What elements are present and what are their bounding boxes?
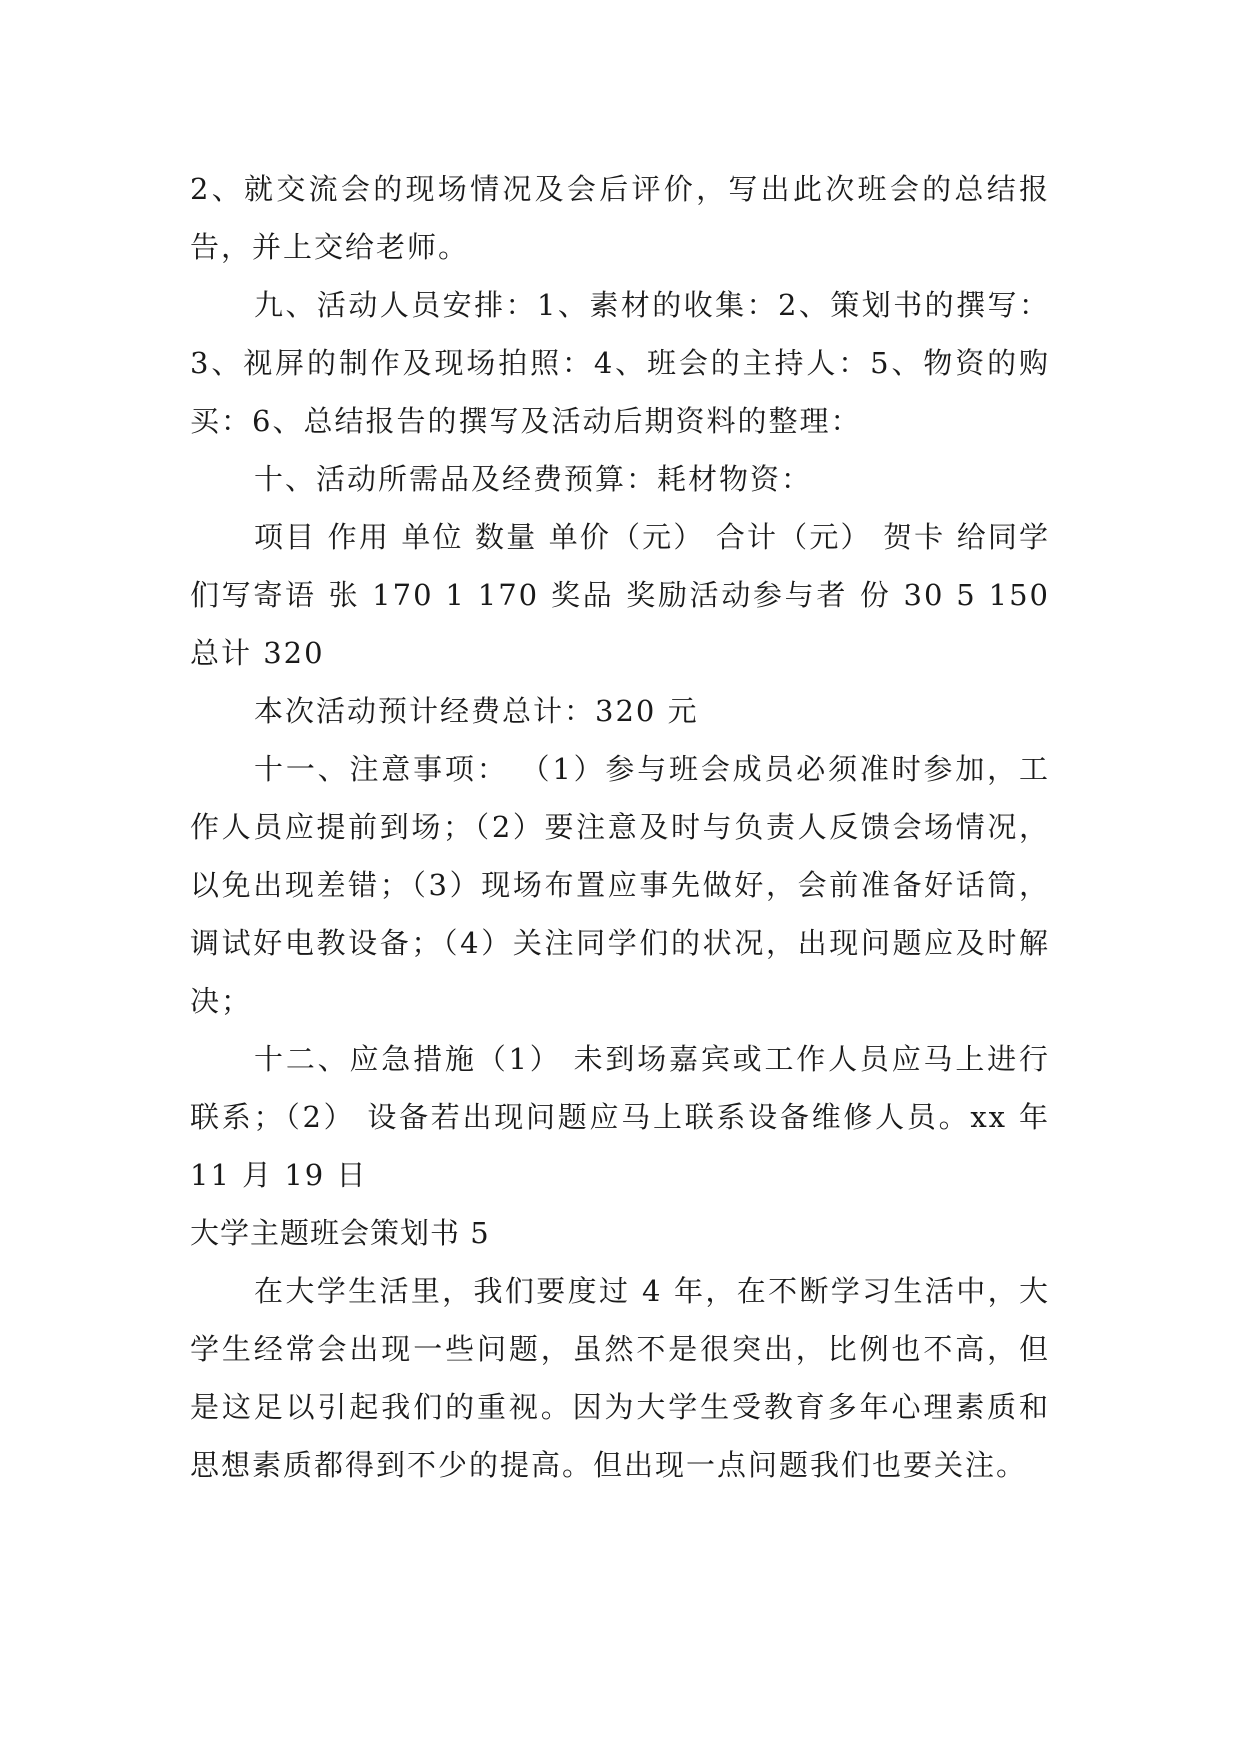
document-body (190, 160, 1050, 1494)
paragraph-budget-total: 本次活动预计经费总计：320 元 (254, 694, 699, 728)
paragraph-notes: 十一、注意事项： （1）参与班会成员必须准时参加，工作人员应提前到场；（2）要注意及时与负责人反馈会场情况，以免出现差错；（3）现场布置应事先做好，会前准备好话筒，调试好电教设备；（4）关注同学们的状况，出现问题应及时解决； (190, 752, 1050, 1018)
paragraph-budget-heading: 十、活动所需品及经费预算：耗材物资： (254, 462, 813, 496)
paragraph-staff-arrangement: 九、活动人员安排：1、素材的收集：2、策划书的撰写：3、视屏的制作及现场拍照：4、班会的主持人：5、物资的购买：6、总结报告的撰写及活动后期资料的整理： (190, 288, 1050, 438)
paragraph-emergency-measures: 十二、应急措施（1） 未到场嘉宾或工作人员应马上进行联系；（2） 设备若出现问题应马上联系设备维修人员。xx 年 11 月 19 日 (190, 1042, 1050, 1192)
paragraph-intro: 在大学生活里，我们要度过 4 年，在不断学习生活中，大学生经常会出现一些问题，虽然不是很突出，比例也不高，但是这足以引起我们的重视。因为大学生受教育多年心理素质和思想素质都得到不少的提高。但出现一点问题我们也要关注。 (190, 1274, 1050, 1482)
section-heading: 大学主题班会策划书 5 (190, 1216, 490, 1250)
paragraph-summary-report: 2、就交流会的现场情况及会后评价，写出此次班会的总结报告，并上交给老师。 (190, 172, 1050, 264)
paragraph-budget-items: 项目 作用 单位 数量 单价（元） 合计（元） 贺卡 给同学们写寄语 张 170 1 170 奖品 奖励活动参与者 份 30 5 150 总计 320 (190, 520, 1050, 670)
